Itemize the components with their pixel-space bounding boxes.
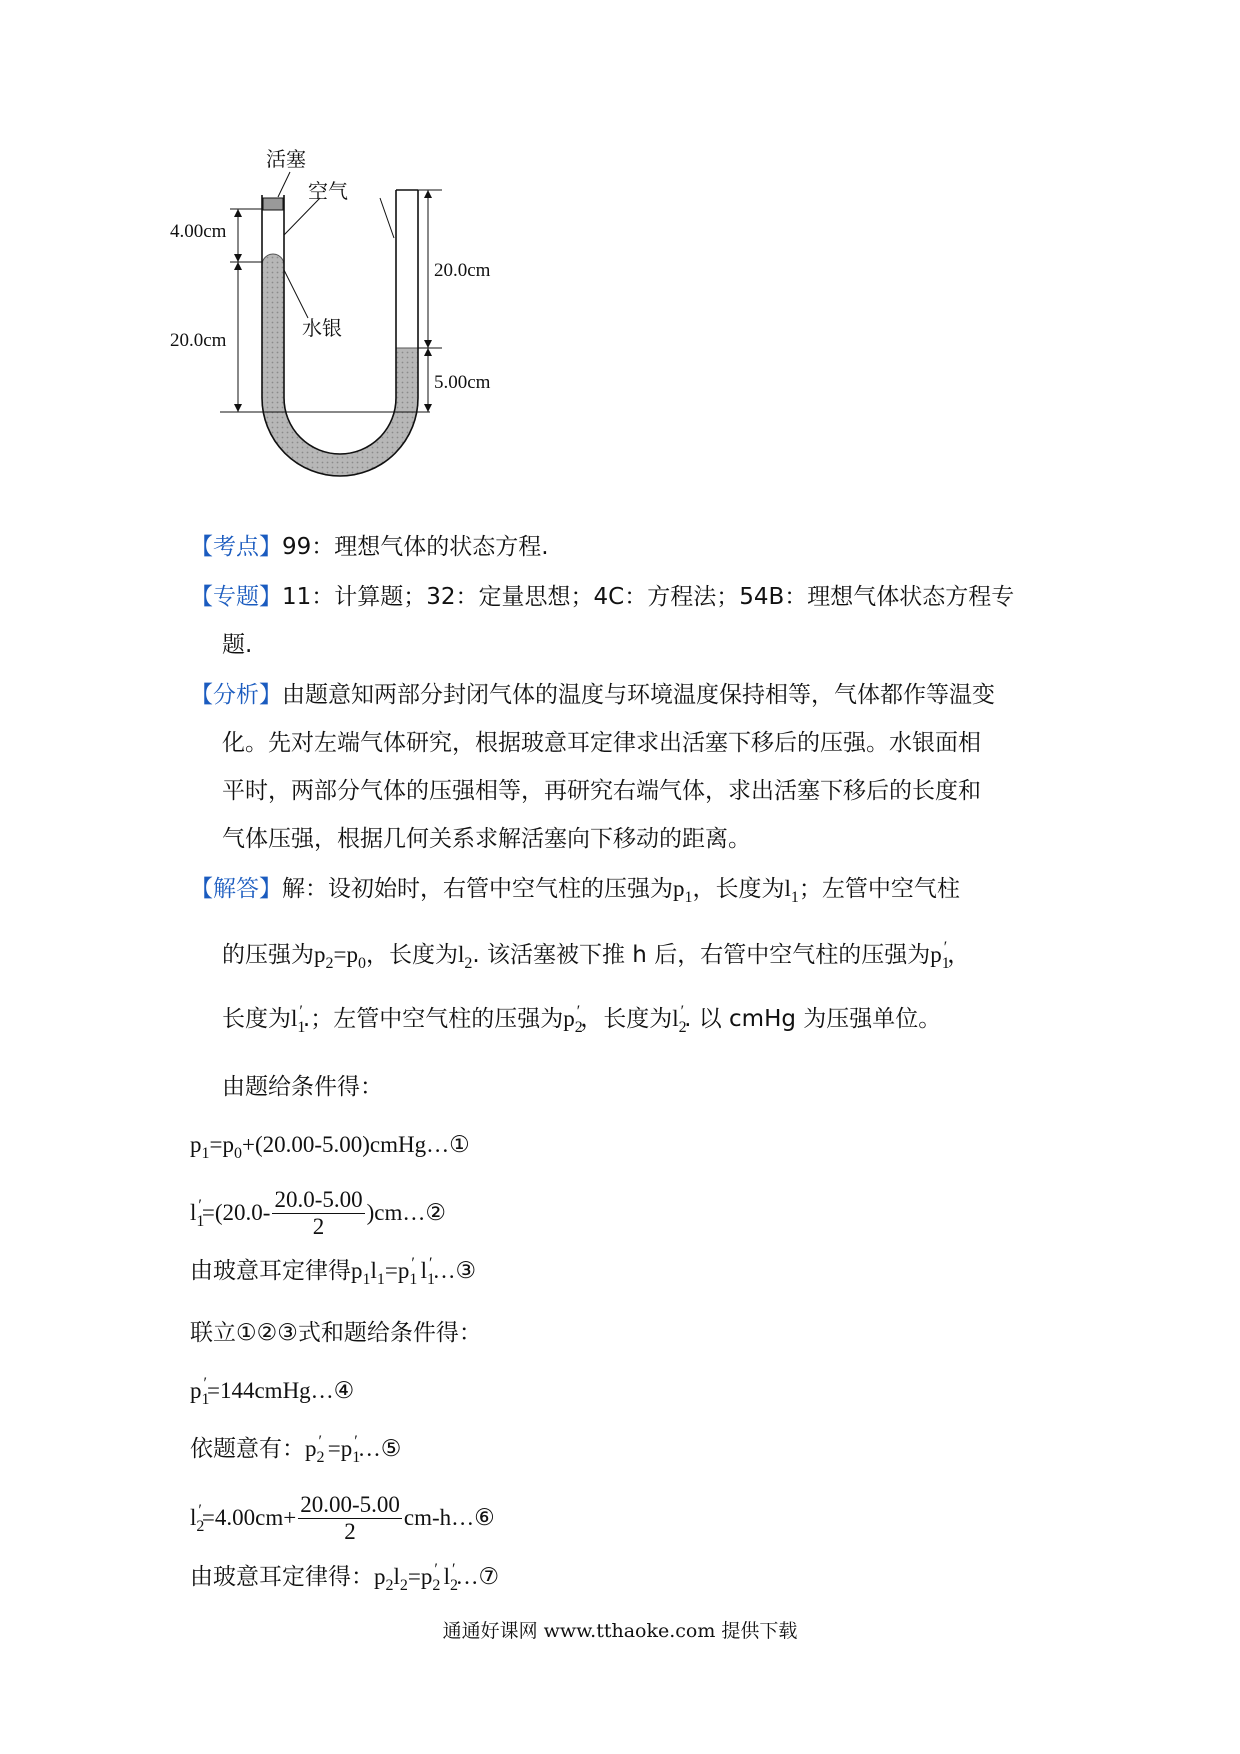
zhuanti-text: 11：计算题；32：定量思想；4C：方程法；54B：理想气体状态方程专: [282, 584, 1015, 610]
dim-left-top: 4.00cm: [170, 221, 227, 242]
jieda-text: 解：设初始时，右管中空气柱的压强为: [282, 876, 673, 902]
zhuanti-line: [190, 582, 1014, 612]
dim-right-top: 20.0cm: [434, 260, 491, 281]
eq5-lhs: $p_1'$: [190, 1375, 210, 1408]
equation-7: [190, 1490, 495, 1555]
jieda-text: .；左管中空气柱的压强为: [302, 1006, 564, 1032]
equation-3: [190, 1256, 476, 1295]
eq3-formula: $p_1l_1=p_1'$ $l_1'$: [351, 1255, 436, 1288]
piston: [263, 198, 283, 210]
equation-8: [190, 1562, 499, 1601]
fenxi-line-2: 化。先对左端气体研究，根据玻意耳定律求出活塞下移后的压强。水银面相: [222, 730, 981, 756]
jieda-text: ，长度为: [692, 876, 785, 902]
label-piston: 活塞: [266, 147, 306, 171]
eq7-fraction: [298, 1492, 402, 1545]
fenxi-tag: 【分析】: [190, 682, 282, 708]
equation-6: [190, 1434, 401, 1473]
eq6-post: …⑤: [357, 1436, 402, 1461]
jieda-line-1: [190, 874, 960, 913]
mercury-column: [262, 254, 418, 476]
math-p1-prime: $p_1'$: [930, 939, 950, 972]
eq8-formula: $p_2l_2=p_2'$ $l_2'$: [374, 1561, 459, 1594]
math-l1-prime: $l_1'$: [291, 1003, 306, 1036]
eq2-lhs: $l_1'$: [190, 1197, 205, 1230]
eq7-post: cm-h…⑥: [403, 1505, 495, 1530]
fenxi-text-1: 由题意知两部分封闭气体的温度与环境温度保持相等，气体都作等温变: [282, 682, 995, 708]
jieda-text: ；左管中空气柱: [798, 876, 960, 902]
eq2-denominator: 2: [312, 1214, 325, 1239]
jieda-line-4: 由题给条件得：: [222, 1074, 383, 1100]
eq7-denominator: 2: [344, 1519, 356, 1544]
eq2-post: )cm…②: [366, 1200, 446, 1225]
jieda-text: ，长度为: [365, 942, 458, 968]
zhuanti-tag: 【专题】: [190, 584, 282, 610]
kaodian-text: 99：理想气体的状态方程.: [282, 534, 549, 560]
math-l2-prime: $l_2'$: [672, 1003, 687, 1036]
eq1-lhs: $p_1=p_0$: [190, 1132, 242, 1162]
u-tube-figure: [170, 147, 600, 480]
equation-5: [190, 1376, 354, 1415]
fenxi-line-4: 气体压强，根据几何关系求解活塞向下移动的距离。: [222, 826, 751, 852]
jieda-text: . 该活塞被下推 h 后，右管中空气柱的压强为: [472, 942, 931, 968]
eq8-post: …⑦: [455, 1564, 500, 1589]
math-l1: $l_1$: [784, 876, 799, 906]
jieda-tag: 【解答】: [190, 876, 282, 902]
math-l2: $l_2$: [457, 942, 473, 972]
fenxi-line-1: [190, 680, 995, 710]
jieda-text: 的压强为: [222, 942, 314, 968]
u-tube-diagram: [170, 147, 600, 480]
eq2-pre: =(20.0-: [201, 1200, 271, 1225]
kaodian-tag: 【考点】: [190, 534, 282, 560]
eq6-pre: 依题意有：: [190, 1436, 305, 1462]
eq2-numerator: 20.0-5.00: [274, 1187, 363, 1212]
jieda-line-3: [222, 1004, 941, 1043]
label-air: 空气: [308, 179, 348, 203]
dim-right-bottom: 5.00cm: [434, 372, 491, 393]
equation-2: [190, 1185, 446, 1250]
math-p2-prime: $p_2'$: [563, 1003, 583, 1036]
eq7-lhs: $l_2'$: [190, 1502, 205, 1535]
eq6-formula: $p_2' =p_1'$: [305, 1433, 361, 1466]
eq5-post: =144cmHg…④: [207, 1378, 355, 1403]
dim-left-bottom: 20.0cm: [170, 330, 227, 351]
equation-4-text: 联立①②③式和题给条件得：: [190, 1320, 482, 1346]
eq3-pre: 由玻意耳定律得: [190, 1258, 351, 1284]
label-mercury: 水银: [302, 316, 342, 340]
fenxi-line-3: 平时，两部分气体的压强相等，再研究右端气体，求出活塞下移后的长度和: [222, 778, 981, 804]
jieda-text: ，: [947, 942, 971, 968]
jieda-text: ，长度为: [580, 1006, 673, 1032]
eq2-fraction: [272, 1187, 364, 1240]
equation-1: [190, 1130, 470, 1169]
eq7-pre: =4.00cm+: [201, 1505, 297, 1530]
eq1-rest: +(20.00-5.00)cmHg…①: [241, 1132, 470, 1157]
math-p1: $p_1$: [673, 876, 693, 906]
zhuanti-line-2: 题.: [222, 632, 253, 658]
math-p2-eq-p0: $p_2=p_0$: [314, 942, 366, 972]
jieda-line-2: [222, 940, 970, 979]
eq8-pre: 由玻意耳定律得：: [190, 1564, 374, 1590]
jieda-text: . 以 cmHg 为压强单位。: [684, 1006, 942, 1032]
jieda-text: 长度为: [222, 1006, 291, 1032]
eq7-numerator: 20.00-5.00: [300, 1492, 400, 1517]
eq3-post: …③: [432, 1258, 477, 1283]
footer-credit: 通通好课网 www.tthaoke.com 提供下载: [442, 1620, 798, 1642]
kaodian-line: [190, 532, 549, 562]
